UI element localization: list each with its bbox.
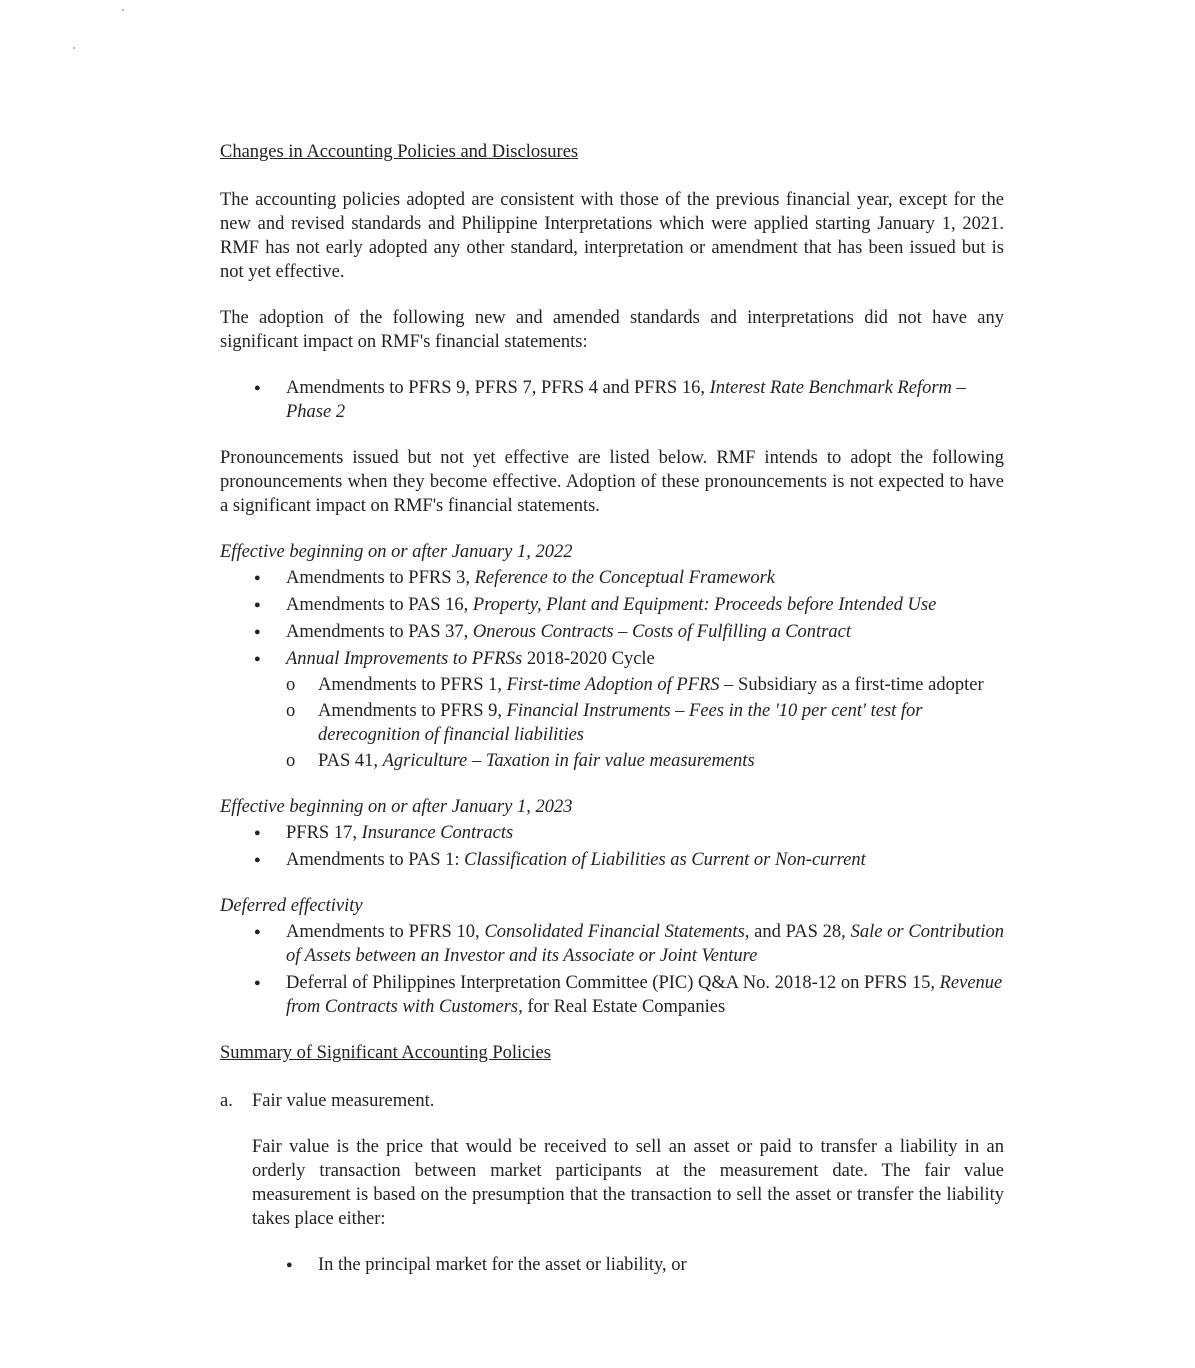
list-item: ● Deferral of Philippines Interpretation Committee (PIC) Q&A No. 2018-12 on PFRS 15, Revenue from Contracts with Customers, for Real Estate Companies	[286, 971, 1004, 1019]
sublist-item: o Amendments to PFRS 9, Financial Instruments – Fees in the '10 per cent' test for derecognition of financial liabilities	[318, 699, 1004, 747]
list-2022	[220, 566, 1004, 773]
paragraph-pronouncements: Pronouncements issued but not yet effective are listed below. RMF intends to adopt the following pronouncements when they become effective. Adoption of these pronouncements is not expected to have a significant impact on RMF's financial statements.	[220, 448, 1004, 516]
list-item: ● PFRS 17, Insurance Contracts	[286, 821, 1004, 845]
sublist-item: o Amendments to PFRS 1, First-time Adoption of PFRS – Subsidiary as a first-time adopter	[318, 673, 1004, 697]
subheading-deferred: Deferred effectivity	[220, 896, 363, 916]
section-heading-changes: Changes in Accounting Policies and Disclosures	[220, 142, 579, 162]
list-deferred	[220, 920, 1004, 1019]
list-item: ● Amendments to PFRS 10, Consolidated Financial Statements, and PAS 28, Sale or Contribution of Assets between an Investor and its Associate or Joint Venture	[286, 920, 1004, 968]
item-title: Fair value measurement.	[252, 1091, 435, 1111]
sublist-annual-improvements	[286, 673, 1004, 773]
scan-speck	[122, 9, 124, 11]
adopted-list	[220, 376, 1004, 424]
list-2023	[220, 821, 1004, 872]
paragraph-policies: The accounting policies adopted are consistent with those of the previous financial year, except for the new and revised standards and Philippine Interpretations which were applied starting January 1, 2021. RMF has not early adopted any other standard, interpretation or amendment that has been issued but is not yet effective.	[220, 190, 1004, 282]
list-item: ● Amendments to PAS 1: Classification of Liabilities as Current or Non-current	[286, 848, 1004, 872]
document-content	[220, 140, 1004, 1277]
sublist-item: o PAS 41, Agriculture – Taxation in fair value measurements	[318, 749, 1004, 773]
paragraph-adoption: The adoption of the following new and amended standards and interpretations did not have any significant impact on RMF's financial statements:	[220, 308, 1004, 352]
item-fair-value	[220, 1089, 1004, 1113]
subheading-2023: Effective beginning on or after January 1, 2023	[220, 797, 573, 817]
list-item: ● Amendments to PAS 37, Onerous Contracts – Costs of Fulfilling a Contract	[286, 620, 1004, 644]
list-item: ● Amendments to PFRS 9, PFRS 7, PFRS 4 and PFRS 16, Interest Rate Benchmark Reform – Phase 2	[286, 376, 1004, 424]
item-letter: a.	[220, 1091, 233, 1111]
scan-speck	[73, 47, 75, 49]
subheading-2022: Effective beginning on or after January 1, 2022	[220, 542, 573, 562]
list-item: ● Amendments to PFRS 3, Reference to the Conceptual Framework	[286, 566, 1004, 590]
paragraph-fair-value: Fair value is the price that would be received to sell an asset or paid to transfer a liability in an orderly transaction between market participants at the measurement date. The fair value measurement is based on the presumption that the transaction to sell the asset or transfer the liability takes place either:	[252, 1137, 1004, 1229]
section-heading-summary: Summary of Significant Accounting Policies	[220, 1043, 551, 1063]
fair-value-list	[220, 1253, 1004, 1277]
list-item: ● Annual Improvements to PFRSs 2018-2020 Cycle o Amendments to PFRS 1, First-time Adoption of PFRS – Subsidiary as a first-time adopter o Amendments to PFRS 9, Financial Instruments – Fees in the '10 per cent' test for derecognition of financial liabilities o PAS 41, Agriculture – Taxation in fair value measurements	[286, 647, 1004, 773]
list-item: ● Amendments to PAS 16, Property, Plant and Equipment: Proceeds before Intended Use	[286, 593, 1004, 617]
list-item: ● In the principal market for the asset or liability, or	[318, 1253, 1004, 1277]
